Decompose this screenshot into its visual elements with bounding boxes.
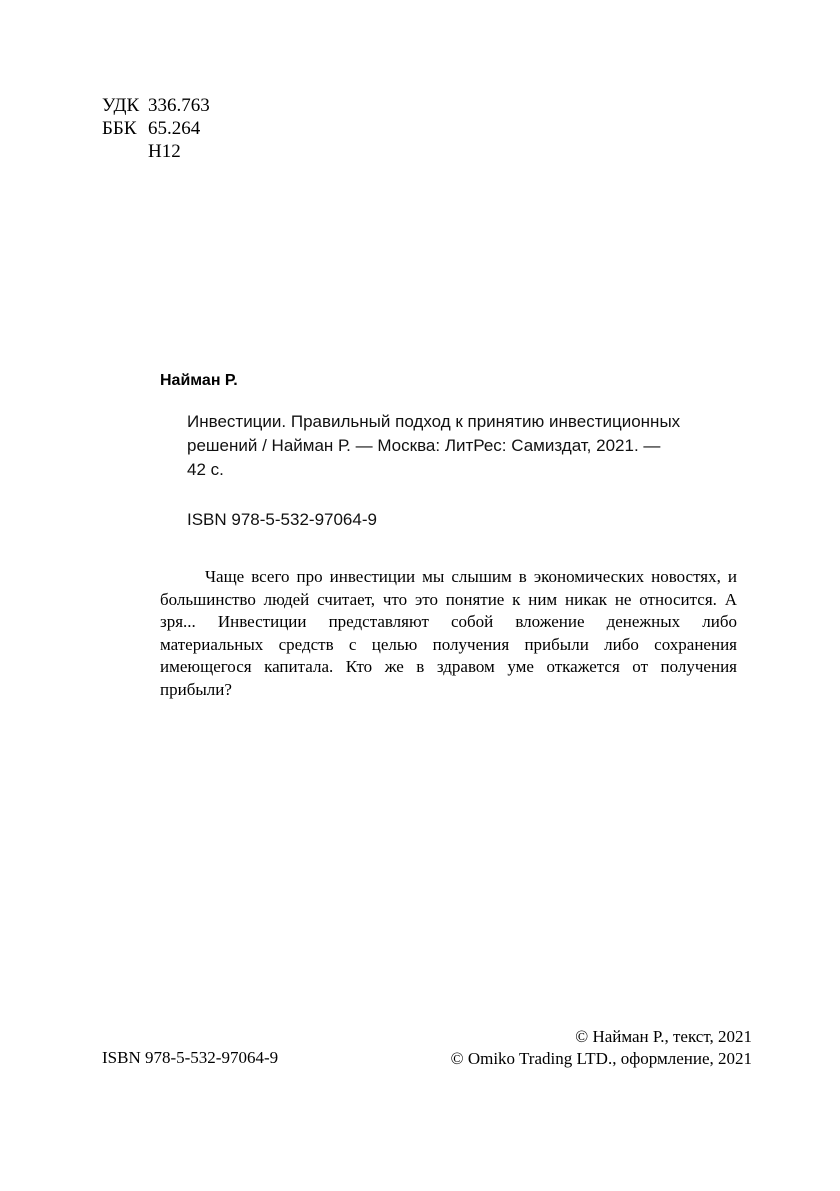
bib-line-2: решений / Найман Р. — Москва: ЛитРес: Самиздат, 2021. — [187, 436, 661, 455]
bibliographic-description [187, 410, 707, 482]
bbk-label: ББК [102, 118, 137, 139]
bib-line-3: 42 с. [187, 460, 224, 479]
udk-value: 336.763 [148, 95, 210, 116]
udk-label: УДК [102, 95, 140, 116]
isbn-main: ISBN 978-5-532-97064-9 [187, 510, 377, 529]
author-mark-row [102, 140, 210, 163]
bbk-value: 65.264 [148, 118, 201, 139]
udk-row [102, 94, 210, 117]
annotation-paragraph: Чаще всего про инвестиции мы слышим в экономических новостях, и большинство людей считает, что это понятие к ним никак не относится. А зря... Инвестиции представляют собой вложение денежных либо материальных средств с целью получения прибыли либо сохранения имеющегося капитала. Кто же в здравом уме откажется от получения прибыли? [160, 567, 737, 699]
author-heading: Найман Р. [160, 372, 238, 389]
copyright-design: © Omiko Trading LTD., оформление, 2021 [450, 1049, 752, 1068]
author-mark: Н12 [148, 141, 181, 162]
classification-block [102, 94, 210, 163]
bbk-row [102, 117, 210, 140]
copyright-block [451, 1026, 752, 1070]
isbn-footer: ISBN 978-5-532-97064-9 [102, 1048, 279, 1067]
copyright-text: © Найман Р., текст, 2021 [575, 1027, 752, 1046]
bib-line-1: Инвестиции. Правильный подход к принятию инвестиционных [187, 412, 681, 431]
